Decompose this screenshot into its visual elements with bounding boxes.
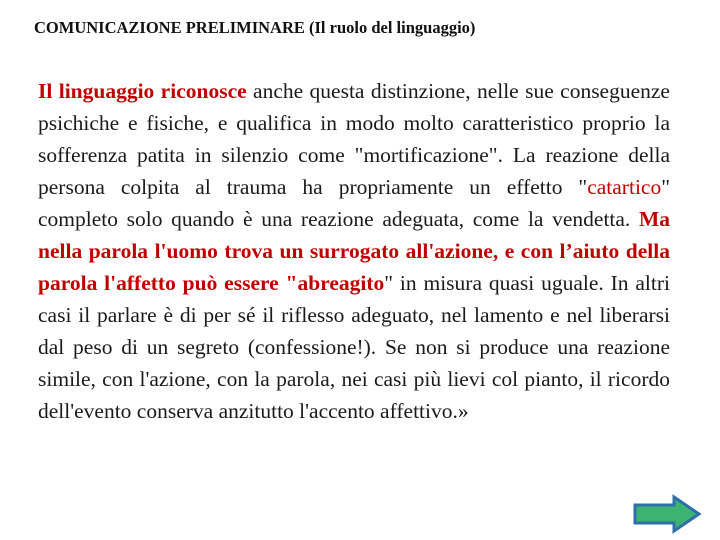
body-text-segment: " completo solo quando è una reazione adeguata, come la vendetta. <box>38 175 670 231</box>
body-text-segment: " in misura quasi uguale. In altri casi il parlare è di per sé il riflesso adeguato, nel lamento e nel liberarsi dal peso di un segreto (confessione!). Se non si produce una reazione simile, con l'azione, con la parola, nei casi più lievi col pianto, il ricordo dell'evento conserva anzitutto l'accento affettivo.» <box>38 271 670 423</box>
next-slide-button[interactable] <box>632 494 702 534</box>
highlighted-phrase-linguaggio: Il linguaggio riconosce <box>38 79 247 103</box>
slide-title: COMUNICAZIONE PRELIMINARE (Il ruolo del linguaggio) <box>34 18 476 37</box>
highlighted-sentence-parola: Ma nella parola l'uomo trova un surrogato all'azione, e con l’aiuto della parola l'affetto può essere "abreagito <box>38 207 670 295</box>
body-text-segment: anche questa distinzione, nelle sue conseguenze psichiche e fisiche, e qualifica in modo molto caratteristico proprio la sofferenza patita in silenzio come "mortificazione". La reazione della persona colpita al trauma ha propriamente un effetto " <box>38 79 670 199</box>
body-paragraph <box>38 75 670 427</box>
highlighted-word-catartico: catartico <box>587 175 662 199</box>
right-arrow-icon <box>632 494 702 534</box>
